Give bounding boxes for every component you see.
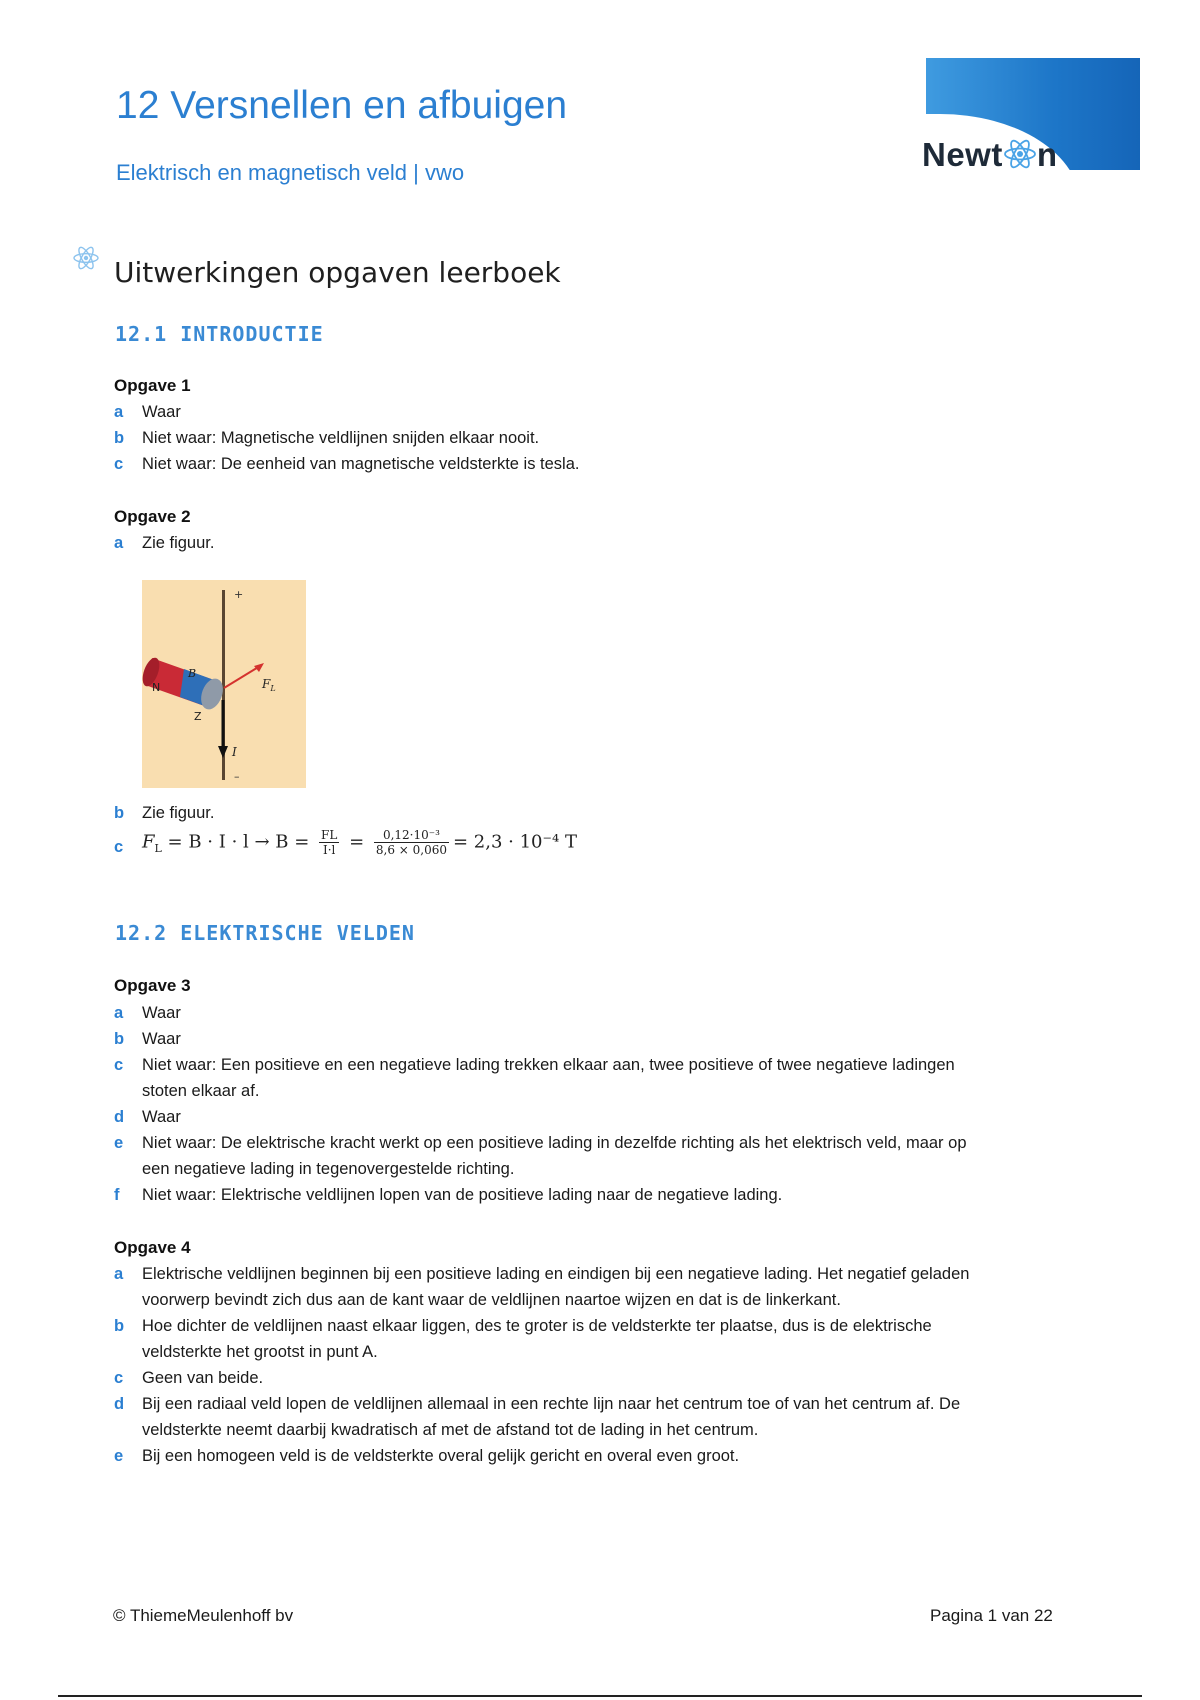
- list-item: a Waar: [114, 1004, 181, 1022]
- z-label: Z: [194, 710, 202, 723]
- section-heading: 12.1 INTRODUCTIE: [115, 322, 324, 346]
- list-item: d Waar: [114, 1108, 181, 1126]
- chapter-title: 12 Versnellen en afbuigen: [116, 84, 568, 127]
- n-label: N: [152, 681, 161, 694]
- list-item: c Niet waar: Een positieve en een negatieve lading trekken elkaar aan, twee positieve of twee negatieve ladingen stoten elkaar af.: [114, 1056, 955, 1100]
- formula: $F_L = B \cdot I \cdot l \to B$ = $\frac{FL}{I\cdot l}$ = $\frac{\text{0,12·10⁻³}}{8,6 \times 0,060}$ = 2,3 · 10⁻⁴ T: [142, 828, 577, 857]
- newton-logo: [920, 56, 1140, 182]
- page-number: Pagina 1 van 22: [930, 1606, 1053, 1625]
- page-heading: Uitwerkingen opgaven leerboek: [114, 256, 561, 289]
- opgave-title: Opgave 2: [114, 507, 191, 526]
- fraction: $\frac{FL}{I\cdot l}$: [321, 828, 338, 857]
- list-item: a Elektrische veldlijnen beginnen bij een positieve lading en eindigen bij een negatieve lading. Het negatief geladen voorwerp bevindt zich dus aan de kant waar de veldlijnen naartoe wijzen en dat is de linkerkant.: [114, 1265, 970, 1309]
- force-arrow: [224, 666, 260, 688]
- fraction: $\frac{\text{0,12·10⁻³}}{8,6 \times 0,060}$: [375, 828, 447, 857]
- logo-wordmark: Newt n: [922, 136, 1058, 173]
- opgave-title: Opgave 1: [114, 376, 191, 395]
- list-item: b Waar: [114, 1030, 181, 1048]
- list-item: f Niet waar: Elektrische veldlijnen lopen van de positieve lading naar de negatieve lading.: [114, 1186, 783, 1204]
- b-label: B: [188, 667, 197, 680]
- list-item: b Niet waar: Magnetische veldlijnen snijden elkaar nooit.: [114, 429, 540, 447]
- list-item: c Niet waar: De eenheid van magnetische veldsterkte is tesla.: [114, 455, 580, 473]
- magnet-wire-figure: [142, 580, 306, 788]
- atom-icon: [72, 244, 100, 277]
- chapter-subtitle: Elektrisch en magnetisch veld | vwo: [116, 160, 465, 185]
- copyright: © ThiemeMeulenhoff bv: [113, 1606, 294, 1625]
- list-item: a Waar: [114, 403, 181, 421]
- section-heading: 12.2 ELEKTRISCHE VELDEN: [115, 921, 415, 945]
- plus-label: +: [234, 588, 244, 601]
- list-item: e Niet waar: De elektrische kracht werkt op een positieve lading in dezelfde richting als het elektrisch veld, maar op een negatieve lading in tegenovergestelde richting.: [114, 1134, 967, 1178]
- divider: [58, 1695, 1142, 1697]
- opgave-title: Opgave 4: [114, 1238, 191, 1257]
- opgave-title: Opgave 3: [114, 976, 191, 995]
- arrow-head-icon: [254, 663, 264, 672]
- list-item: b Zie figuur.: [114, 804, 215, 822]
- minus-label: –: [234, 770, 240, 783]
- list-item: a Zie figuur.: [114, 534, 215, 552]
- fl-label: $F_L$: [262, 677, 276, 693]
- i-label: I: [232, 745, 237, 759]
- list-item: c Geen van beide.: [114, 1369, 264, 1387]
- atom-icon: [1003, 137, 1037, 171]
- arrow-head-icon: [218, 746, 228, 758]
- list-item: e Bij een homogeen veld is de veldsterkte overal gelijk gericht en overal even groot.: [114, 1447, 740, 1465]
- list-item: d Bij een radiaal veld lopen de veldlijnen allemaal in een rechte lijn naar het centrum toe of van het centrum af. De veldsterkte neemt daarbij kwadratisch af met de afstand tot de lading in het centrum.: [114, 1395, 961, 1439]
- list-item: b Hoe dichter de veldlijnen naast elkaar liggen, des te groter is de veldsterkte ter plaatse, dus is de elektrische veldsterkte het grootst in punt A.: [114, 1317, 932, 1361]
